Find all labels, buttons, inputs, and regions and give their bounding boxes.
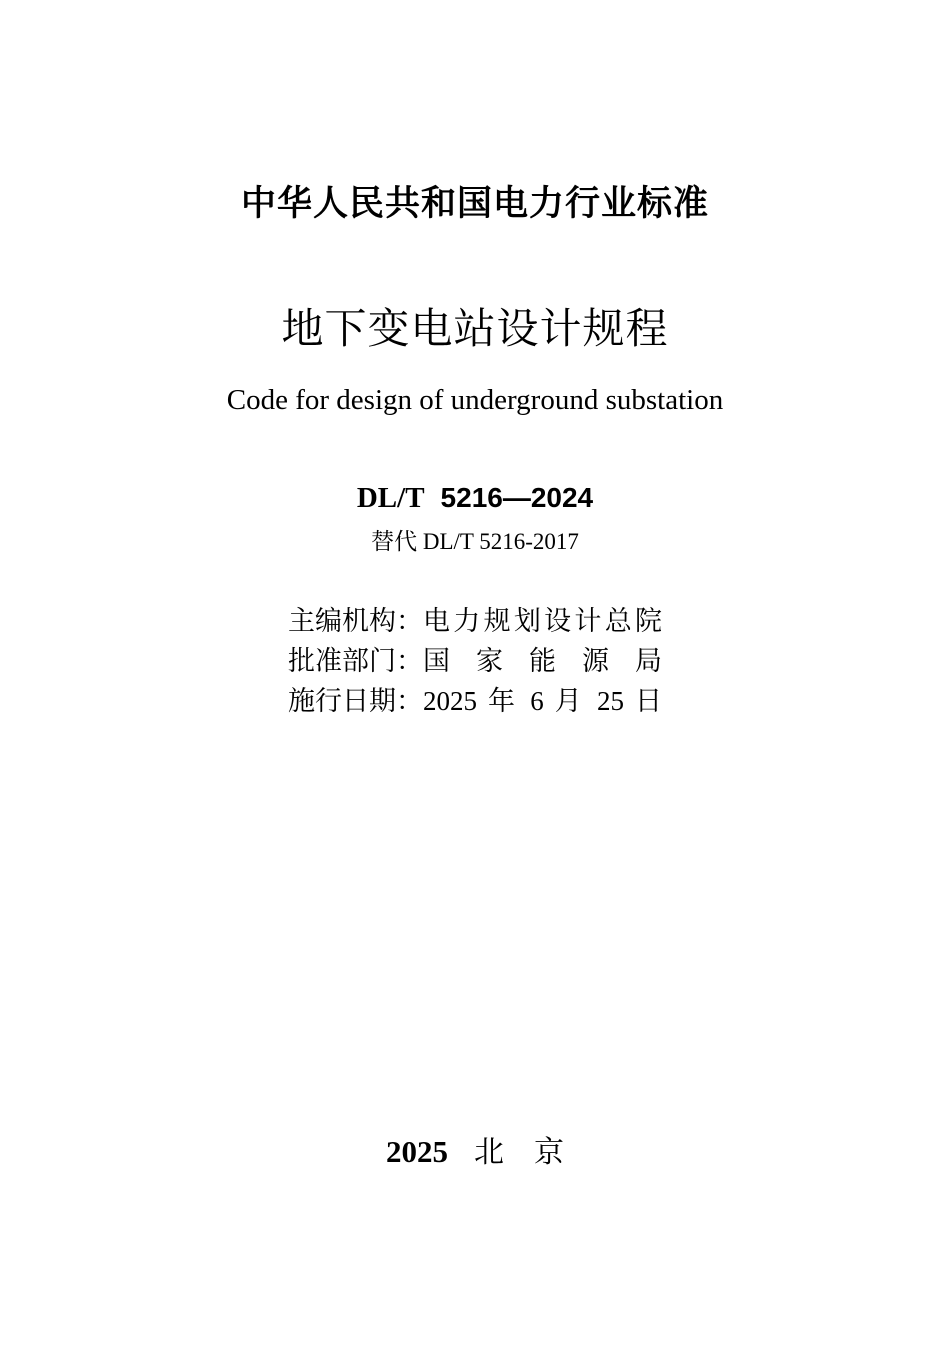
detail-row-effective-date <box>288 681 662 721</box>
detail-value: 2025 年 6 月 25 日 <box>423 686 662 716</box>
imprint <box>0 1134 950 1176</box>
title-chinese: 地下变电站设计规程 <box>281 307 669 353</box>
title-english: Code for design of underground substation <box>226 384 724 416</box>
detail-value: 国家能源局 <box>423 646 662 676</box>
detail-value: 电力规划设计总院 <box>423 606 662 636</box>
replaces-note: 替代 DL/T 5216-2017 <box>371 529 579 554</box>
standard-number-prefix: DL/T <box>356 482 425 514</box>
detail-row-approval-department <box>288 641 662 681</box>
detail-label: 主编机构： <box>288 606 423 636</box>
publication-details <box>288 601 662 721</box>
standard-number-value: 5216—2024 <box>440 482 594 513</box>
standard-type-heading: 中华人民共和国电力行业标准 <box>240 184 709 223</box>
standard-number <box>0 481 950 520</box>
detail-label: 批准部门： <box>288 646 423 676</box>
detail-label: 施行日期： <box>288 686 423 716</box>
detail-row-chief-editor <box>288 601 662 641</box>
imprint-year: 2025 <box>386 1134 448 1169</box>
imprint-city: 北 京 <box>474 1136 564 1169</box>
